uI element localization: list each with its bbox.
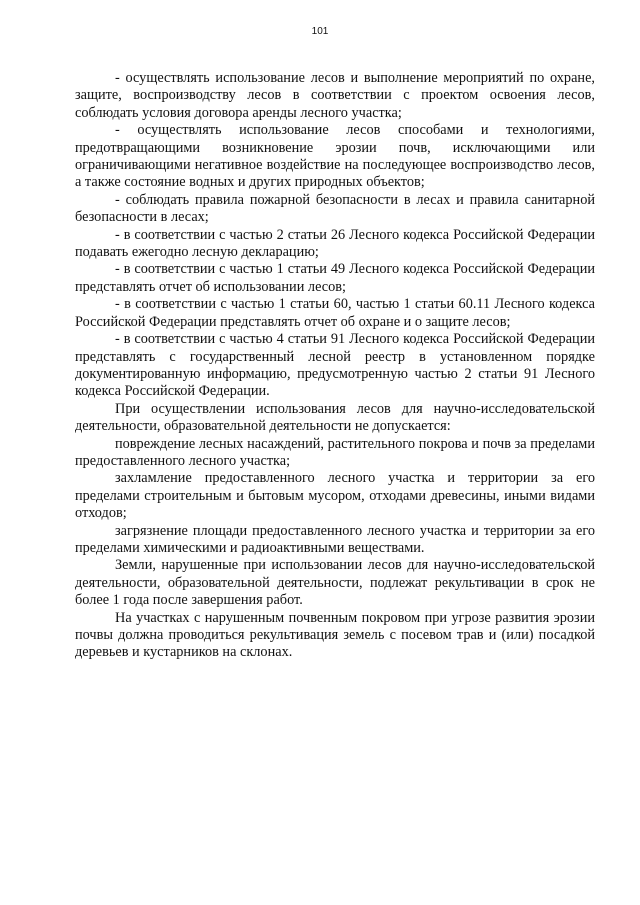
paragraph-protection-report: - в соответствии с частью 1 статьи 60, частью 1 статьи 60.11 Лесного кодекса Российской Федерации представлять отчет об охране и о защите лесов; bbox=[75, 296, 595, 330]
paragraph-erosion-recultivation: На участках с нарушенным почвенным покровом при угрозе развития эрозии почвы должна проводиться рекультивация земель с посевом трав и (или) посадкой деревьев и кустарников на склонах. bbox=[75, 609, 595, 661]
paragraph-erosion-prevention: - осуществлять использование лесов способами и технологиями, предотвращающими возникновение эрозии почв, исключающими или ограничивающими негативное воздействие на последующее воспроизводство лесов, а также состояние водных и других природных объектов; bbox=[75, 122, 595, 191]
paragraph-damage-restriction: повреждение лесных насаждений, растительного покрова и почв за пределами предоставленного лесного участка; bbox=[75, 435, 595, 469]
page-number: 101 bbox=[311, 26, 329, 37]
paragraph-forest-use-obligation: - осуществлять использование лесов и выполнение мероприятий по охране, защите, воспроизводству лесов в соответствии с проектом освоения лесов, соблюдать условия договора аренды лесного участка; bbox=[75, 70, 595, 121]
paragraph-research-restrictions: При осуществлении использования лесов для научно-исследовательской деятельности, образовательной деятельности не допускается: bbox=[75, 400, 595, 435]
paragraph-fire-safety: - соблюдать правила пожарной безопасности в лесах и правила санитарной безопасности в лесах; bbox=[75, 191, 595, 226]
document-body bbox=[75, 70, 595, 662]
paragraph-littering-restriction: захламление предоставленного лесного участка и территории за его пределами строительным и бытовым мусором, отходами древесины, иными видами отходов; bbox=[75, 470, 595, 522]
paragraph-land-recultivation: Земли, нарушенные при использовании лесов для научно-исследовательской деятельности, образовательной деятельности, подлежат рекультивации в срок не более 1 года после завершения работ. bbox=[75, 557, 595, 609]
paragraph-use-report: - в соответствии с частью 1 статьи 49 Лесного кодекса Российской Федерации представлять отчет об использовании лесов; bbox=[75, 261, 595, 295]
paragraph-forest-declaration: - в соответствии с частью 2 статьи 26 Лесного кодекса Российской Федерации подавать ежегодно лесную декларацию; bbox=[75, 226, 595, 261]
paragraph-forest-registry: - в соответствии с частью 4 статьи 91 Лесного кодекса Российской Федерации представлять с государственный лесной реестр в установленном порядке документированную информацию, предусмотренную частью 2 статьи 91 Лесного кодекса Российской Федерации. bbox=[75, 331, 595, 400]
paragraph-pollution-restriction: загрязнение площади предоставленного лесного участка и территории за его пределами химическими и радиоактивными веществами. bbox=[75, 522, 595, 556]
